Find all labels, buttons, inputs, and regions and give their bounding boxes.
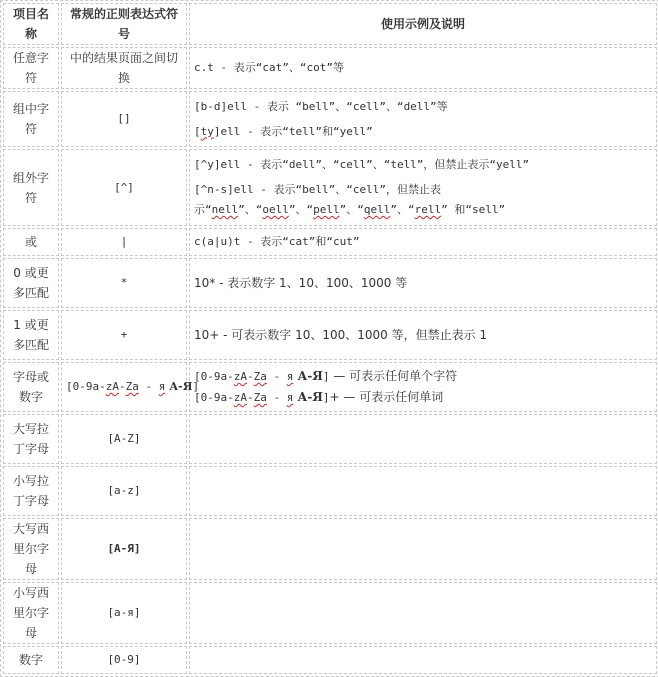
description-line: [^y]ell - 表示“dell”、“cell”、“tell”，但禁止表示“yell” bbox=[194, 158, 530, 171]
usage-description bbox=[189, 258, 657, 308]
item-name: 大写拉丁字母 bbox=[3, 414, 59, 464]
header-regex-symbol: 常规的正则表达式符号 bbox=[61, 3, 187, 45]
table-row bbox=[3, 258, 657, 308]
table-row bbox=[3, 518, 657, 580]
text-fragment: ”、“ bbox=[339, 203, 364, 216]
text-fragment: - bbox=[266, 370, 287, 383]
description-line bbox=[194, 387, 652, 408]
spellcheck-word: Zа bbox=[125, 380, 139, 393]
regex-symbol: + bbox=[61, 310, 187, 360]
description-line: 10+ - 可表示数字 10、100、1000 等，但禁止表示 1 bbox=[194, 328, 488, 342]
table-row bbox=[3, 646, 657, 674]
text-fragment: ] bbox=[322, 370, 330, 383]
table-row bbox=[3, 228, 657, 256]
item-name: 组外字符 bbox=[3, 149, 59, 226]
text-fragment: — 可表示任何单个字符 bbox=[329, 369, 458, 383]
item-name: 数字 bbox=[3, 646, 59, 674]
text-fragment: А-Я bbox=[165, 380, 193, 393]
text-fragment: - bbox=[247, 391, 254, 404]
usage-description bbox=[189, 310, 657, 360]
description-line: [b-d]ell - 表示 “bell”、“cell”、“dell”等 bbox=[194, 99, 448, 113]
text-fragment: ”、“ bbox=[288, 203, 314, 216]
usage-description bbox=[189, 414, 657, 464]
item-name: 小写拉丁字母 bbox=[3, 466, 59, 516]
description-line: 10* - 表示数字 1、10、100、1000 等 bbox=[194, 276, 408, 290]
description-line bbox=[194, 180, 652, 220]
description-line: c(a|u)t - 表示“cat”和“cut” bbox=[194, 235, 360, 248]
spellcheck-word: Zа bbox=[253, 370, 267, 383]
item-name: 组中字符 bbox=[3, 91, 59, 147]
regex-symbol: [^] bbox=[61, 149, 187, 226]
table-row bbox=[3, 582, 657, 644]
text-fragment: - bbox=[119, 380, 126, 393]
text-fragment: [0-9a- bbox=[194, 370, 234, 383]
table-row bbox=[3, 310, 657, 360]
regex-symbol: [а-я] bbox=[61, 582, 187, 644]
usage-description bbox=[189, 362, 657, 412]
regex-symbol: * bbox=[61, 258, 187, 308]
text-fragment: - bbox=[138, 380, 159, 393]
item-name: 0 或更多匹配 bbox=[3, 258, 59, 308]
spellcheck-word: zA bbox=[233, 391, 247, 404]
text-fragment: А-Я bbox=[293, 369, 323, 383]
table-row bbox=[3, 149, 657, 226]
table-header-row bbox=[3, 3, 657, 45]
text-fragment: - bbox=[247, 370, 254, 383]
usage-description bbox=[189, 582, 657, 644]
spellcheck-word: Zа bbox=[253, 391, 267, 404]
regex-symbol: [A-Z] bbox=[61, 414, 187, 464]
spellcheck-word: pell bbox=[313, 203, 340, 216]
description-line: c.t - 表示“cat”、“cot”等 bbox=[194, 61, 344, 74]
text-fragment: [0-9a- bbox=[194, 391, 234, 404]
text-fragment: [ bbox=[194, 124, 201, 138]
usage-description bbox=[189, 228, 657, 256]
regex-symbol bbox=[61, 362, 200, 412]
text-fragment: [^n-s]ell - 表示“bell”、“cell”，但禁止表示“ bbox=[194, 183, 441, 216]
usage-description bbox=[189, 646, 657, 674]
usage-description bbox=[189, 518, 657, 580]
text-fragment: - bbox=[266, 391, 287, 404]
item-name: 大写西里尔字母 bbox=[3, 518, 59, 580]
usage-description bbox=[189, 47, 657, 89]
item-name: 字母或数字 bbox=[3, 362, 59, 412]
text-fragment: + — 可表示任何单词 bbox=[329, 390, 444, 404]
table-row bbox=[3, 466, 657, 516]
spellcheck-word: ty bbox=[200, 124, 214, 138]
spellcheck-word: я bbox=[286, 370, 294, 383]
table-row bbox=[3, 91, 657, 147]
header-usage-description: 使用示例及说明 bbox=[189, 3, 657, 45]
item-name: 小写西里尔字母 bbox=[3, 582, 59, 644]
spellcheck-word: oell bbox=[262, 203, 289, 216]
regex-symbol: 中的结果页面之间切换 bbox=[61, 47, 187, 89]
text-fragment: ” 和“sell” bbox=[441, 203, 506, 216]
text-fragment: ]ell - 表示“tell”和“yell” bbox=[213, 124, 373, 138]
regex-symbol: [a-z] bbox=[61, 466, 187, 516]
spellcheck-word: qell bbox=[363, 203, 391, 216]
usage-description bbox=[189, 91, 657, 147]
spellcheck-word: я bbox=[158, 380, 166, 393]
item-name: 1 或更多匹配 bbox=[3, 310, 59, 360]
spellcheck-word: rell bbox=[414, 203, 442, 216]
regex-symbol: [] bbox=[61, 91, 187, 147]
text-fragment: ”、“ bbox=[390, 203, 415, 216]
regex-symbol: [0-9] bbox=[61, 646, 187, 674]
spellcheck-word: я bbox=[286, 391, 294, 404]
text-fragment: ”、“ bbox=[238, 203, 263, 216]
table-row bbox=[3, 414, 657, 464]
spellcheck-word: zA bbox=[233, 370, 247, 383]
item-name: 或 bbox=[3, 228, 59, 256]
usage-description bbox=[189, 466, 657, 516]
usage-description bbox=[189, 149, 657, 226]
header-item-name: 项目名称 bbox=[3, 3, 59, 45]
spellcheck-word: nell bbox=[211, 203, 239, 216]
description-line bbox=[194, 366, 652, 387]
description-line bbox=[194, 122, 652, 142]
text-fragment: [0-9a- bbox=[66, 380, 106, 393]
spellcheck-word: zA bbox=[105, 380, 119, 393]
item-name: 任意字符 bbox=[3, 47, 59, 89]
text-fragment: А-Я bbox=[293, 390, 323, 404]
table-row bbox=[3, 47, 657, 89]
regex-symbol: | bbox=[61, 228, 187, 256]
regex-symbol: [А-Я] bbox=[61, 518, 187, 580]
text-fragment: ] bbox=[322, 391, 330, 404]
table-row bbox=[3, 362, 657, 412]
text-fragment: ] bbox=[192, 380, 200, 393]
